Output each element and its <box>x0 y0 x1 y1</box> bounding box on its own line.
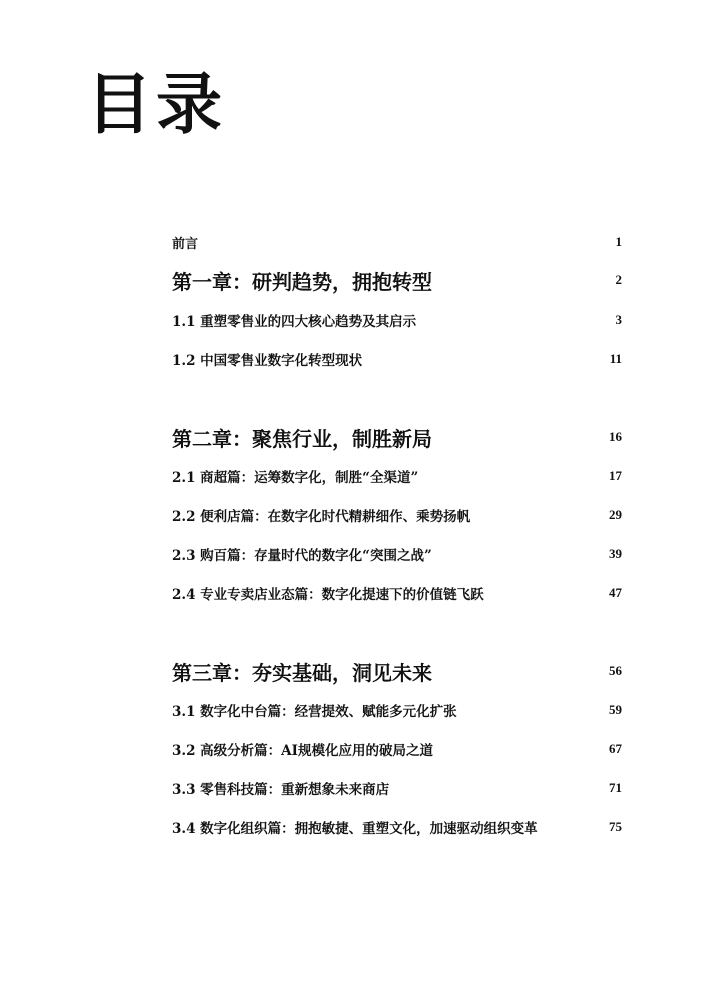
table-of-contents <box>172 0 622 1004</box>
toc-entry-label: 3.3 零售科技篇：重新想象未来商店 <box>172 782 390 798</box>
toc-page-number: 56 <box>609 663 622 678</box>
toc-entry-label: 1.1 重塑零售业的四大核心趋势及其启示 <box>172 314 417 330</box>
toc-page-number: 47 <box>609 585 622 600</box>
toc-entry-2-3[interactable] <box>172 541 622 567</box>
toc-entry-2-1[interactable] <box>172 463 622 489</box>
toc-page-number: 1 <box>615 234 622 249</box>
toc-entry-2-4[interactable] <box>172 580 622 606</box>
toc-page-number: 29 <box>609 507 622 522</box>
toc-page-number: 39 <box>609 546 622 561</box>
page-title: 目录 <box>86 66 226 143</box>
toc-page-number: 2 <box>615 272 622 287</box>
toc-page-number: 67 <box>609 741 622 756</box>
toc-chapter-3[interactable] <box>172 658 622 684</box>
toc-entry-3-4[interactable] <box>172 814 622 840</box>
toc-page-number: 3 <box>615 312 622 327</box>
toc-entry-preface[interactable] <box>172 229 622 255</box>
toc-entry-label: 1.2 中国零售业数字化转型现状 <box>172 353 363 369</box>
toc-entry-3-3[interactable] <box>172 775 622 801</box>
toc-chapter-2[interactable] <box>172 424 622 450</box>
toc-page-number: 11 <box>609 351 622 366</box>
chapter-heading: 第三章：夯实基础，洞见未来 <box>172 660 432 685</box>
toc-page-number: 17 <box>609 468 622 483</box>
toc-entry-label: 2.4 专业专卖店业态篇：数字化提速下的价值链飞跃 <box>172 587 484 603</box>
toc-entry-3-1[interactable] <box>172 697 622 723</box>
toc-entry-3-2[interactable] <box>172 736 622 762</box>
toc-entry-1-1[interactable] <box>172 307 622 333</box>
toc-entry-1-2[interactable] <box>172 346 622 372</box>
chapter-heading: 第二章：聚焦行业，制胜新局 <box>172 426 432 451</box>
toc-entry-2-2[interactable] <box>172 502 622 528</box>
toc-page-number: 16 <box>609 429 622 444</box>
chapter-heading: 第一章：研判趋势，拥抱转型 <box>172 269 432 294</box>
toc-entry-label: 2.3 购百篇：存量时代的数字化“突围之战” <box>172 548 432 564</box>
toc-entry-label: 3.1 数字化中台篇：经营提效、赋能多元化扩张 <box>172 704 457 720</box>
toc-entry-label: 2.1 商超篇：运筹数字化，制胜“全渠道” <box>172 470 419 486</box>
toc-page-number: 71 <box>609 780 622 795</box>
toc-entry-label: 2.2 便利店篇：在数字化时代精耕细作、乘势扬帆 <box>172 509 471 525</box>
toc-entry-label: 3.2 高级分析篇：AI规模化应用的破局之道 <box>172 743 433 759</box>
toc-page-number: 59 <box>609 702 622 717</box>
toc-chapter-1[interactable] <box>172 267 622 293</box>
toc-page-number: 75 <box>609 819 622 834</box>
toc-entry-label: 前言 <box>172 236 199 252</box>
toc-entry-label: 3.4 数字化组织篇：拥抱敏捷、重塑文化，加速驱动组织变革 <box>172 821 538 837</box>
